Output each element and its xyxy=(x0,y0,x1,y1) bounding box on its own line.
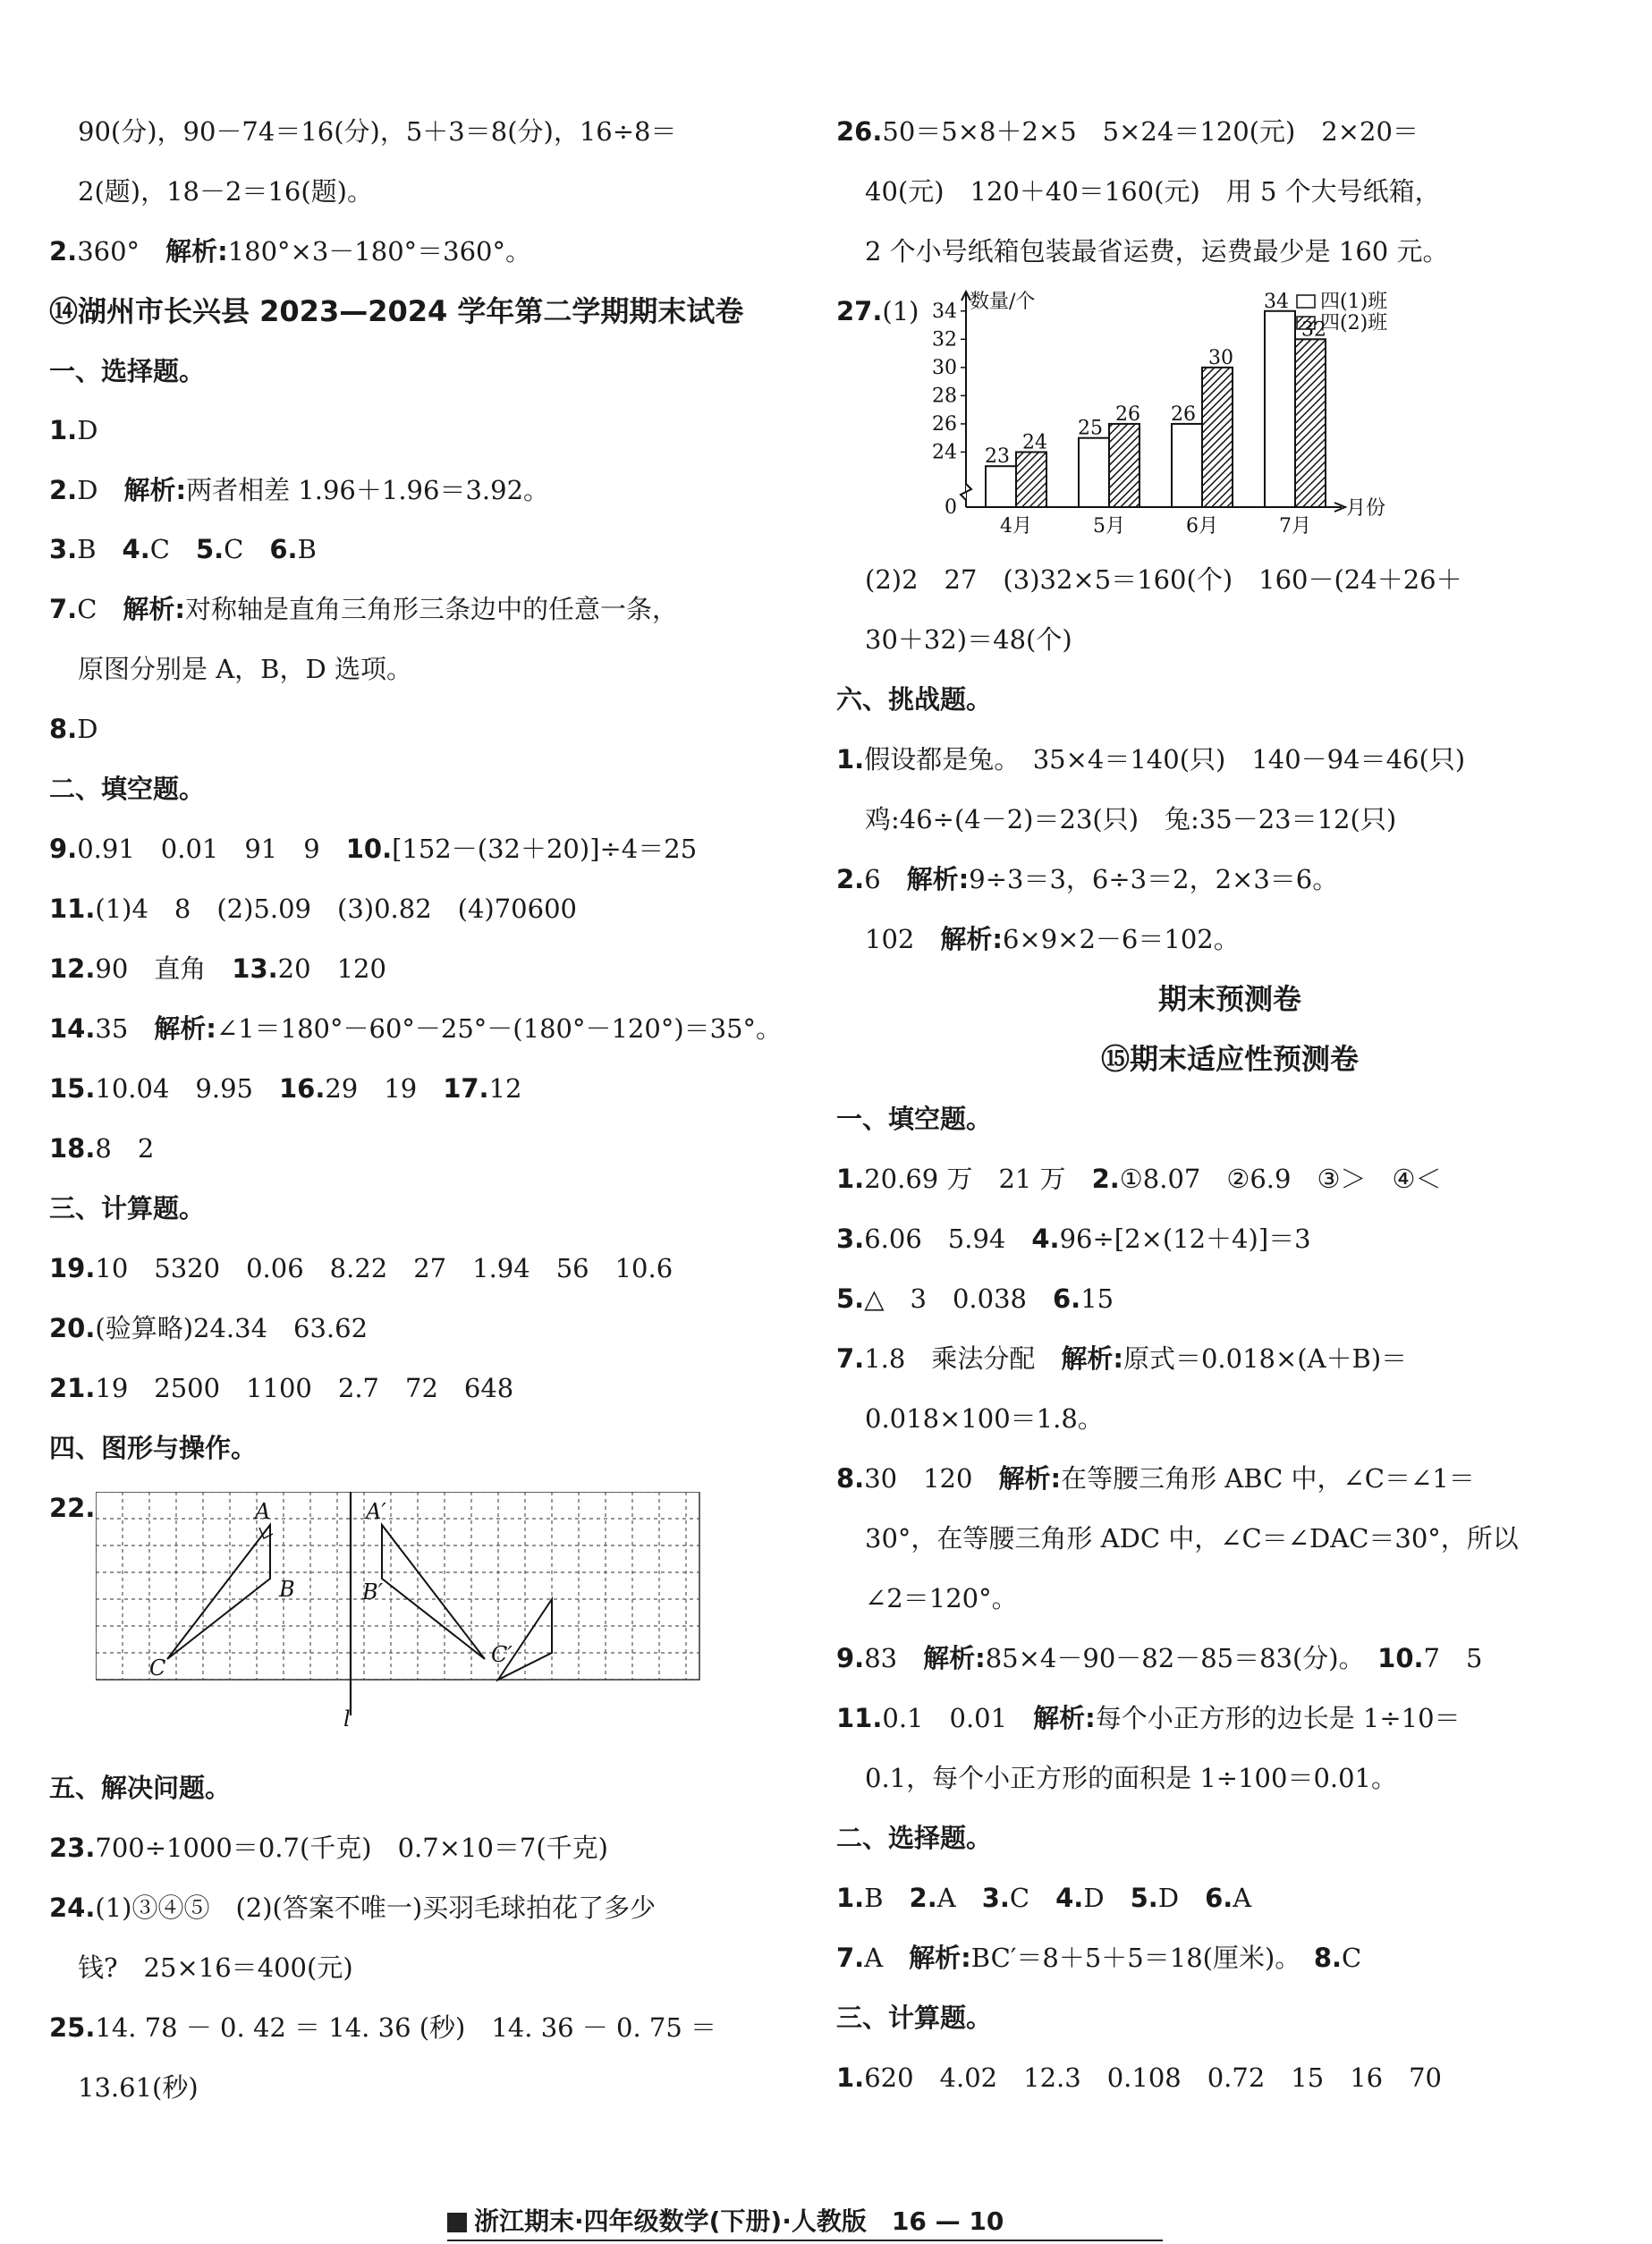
page-number: 16 — 10 xyxy=(891,2206,1004,2236)
text-line: 钱? 25×16＝400(元) xyxy=(78,1952,353,1983)
answer-c1: 1.D xyxy=(49,415,98,445)
y-tick-label: 28 xyxy=(932,385,957,408)
answer-p8: 8.30 120 解析:在等腰三角形 ABC 中，∠C＝∠1＝ xyxy=(836,1463,1475,1494)
answer-p3-4: 3.6.06 5.94 4.96÷[2×(12＋4)]＝3 xyxy=(836,1224,1311,1254)
bar-value-label: 23 xyxy=(985,445,1010,469)
label-a-prime: A′ xyxy=(366,1499,386,1524)
bar-chart xyxy=(921,288,1422,538)
legend-label: 四(2)班 xyxy=(1320,312,1388,334)
heading-calc: 三、计算题。 xyxy=(49,1193,206,1224)
text-line: 30＋32)＝48(个) xyxy=(865,624,1072,655)
answer-ch1: 1.假设都是兔。 35×4＝140(只) 140－94＝46(只) xyxy=(836,744,1466,775)
text-line: ∠2＝120°。 xyxy=(865,1583,1018,1613)
text-line: 40(元) 120＋40＝160(元) 用 5 个大号纸箱， xyxy=(865,176,1441,207)
title-15: ⑮期末适应性预测卷 xyxy=(1100,1042,1359,1076)
y-tick-label: 0 xyxy=(945,496,957,519)
bar-class2 xyxy=(1295,339,1326,507)
legend-swatch xyxy=(1297,295,1315,308)
x-axis-label: 月份 xyxy=(1346,497,1386,520)
answer-p11: 11.0.1 0.01 解析:每个小正方形的边长是 1÷10＝ xyxy=(836,1703,1461,1733)
text-line: 30°，在等腰三角形 ADC 中，∠C＝∠DAC＝30°，所以 xyxy=(865,1523,1519,1554)
footer-text: 浙江期末·四年级数学(下册)·人教版 xyxy=(474,2206,867,2236)
answer-r26: 26.50＝5×8＋2×5 5×24＝120(元) 2×20＝ xyxy=(836,116,1419,147)
bar-class2 xyxy=(1109,424,1139,507)
y-tick-label: 30 xyxy=(932,356,957,379)
label-c: C xyxy=(149,1655,166,1681)
answer-k20: 20.(验算略)24.34 63.62 xyxy=(49,1313,369,1343)
heading-calc-2: 三、计算题。 xyxy=(836,2003,993,2033)
answer-2: 2.360° 解析:180°×3－180°＝360°。 xyxy=(49,236,531,267)
text-line: 2 个小号纸箱包装最省运费，运费最少是 160 元。 xyxy=(865,236,1449,267)
y-tick-label: 24 xyxy=(932,441,957,464)
heading-choice-2: 二、选择题。 xyxy=(836,1823,993,1853)
text-line: 2(题)，18－2＝16(题)。 xyxy=(78,176,373,207)
heading-choice: 一、选择题。 xyxy=(49,356,206,386)
bar-class1 xyxy=(1265,311,1295,507)
answer-y1: 1.620 4.02 12.3 0.108 0.72 15 16 70 xyxy=(836,2062,1442,2093)
answer-p1-2: 1.20.69 万 21 万 2.①8.07 ②6.9 ③＞ ④＜ xyxy=(836,1164,1442,1194)
rotated-triangle xyxy=(498,1599,552,1680)
bar-class2 xyxy=(1016,452,1046,507)
bar-value-label: 26 xyxy=(1115,402,1140,426)
answer-r27: 27.(1) xyxy=(836,296,919,326)
answer-p5-6: 5.△ 3 0.038 6.15 xyxy=(836,1283,1114,1314)
section-14-title: ⑭湖州市长兴县 2023—2024 学年第二学期期末试卷 xyxy=(49,294,744,328)
label-b: B xyxy=(279,1577,295,1602)
heading-challenge: 六、挑战题。 xyxy=(836,684,993,715)
text-line: 90(分)，90－74＝16(分)，5＋3＝8(分)，16÷8＝ xyxy=(78,116,677,147)
text-line: 0.1，每个小正方形的面积是 1÷100＝0.01。 xyxy=(865,1763,1398,1793)
answer-k19: 19.10 5320 0.06 8.22 27 1.94 56 10.6 xyxy=(49,1253,674,1283)
answer-s23: 23.700÷1000＝0.7(千克) 0.7×10＝7(千克) xyxy=(49,1833,608,1863)
x-tick-label: 7月 xyxy=(1279,515,1311,538)
y-tick-label: 32 xyxy=(932,328,957,351)
answer-f14: 14.35 解析:∠1＝180°－60°－25°－(180°－120°)＝35°。 xyxy=(49,1013,783,1044)
heading-solve: 五、解决问题。 xyxy=(49,1773,232,1803)
bar-value-label: 26 xyxy=(1171,402,1196,426)
answer-g22-num: 22. xyxy=(49,1493,96,1523)
label-l: l xyxy=(343,1706,351,1732)
grid-border xyxy=(96,1492,699,1680)
answer-x7-8: 7.A 解析:BC′＝8＋5＋5＝18(厘米)。 8.C xyxy=(836,1943,1362,1973)
bar-value-label: 34 xyxy=(1264,290,1289,313)
label-b-prime: B′ xyxy=(362,1579,384,1605)
x-tick-label: 4月 xyxy=(1000,515,1032,538)
bar-class1 xyxy=(986,466,1016,507)
page-footer xyxy=(447,2206,1163,2241)
text-line: 原图分别是 A，B，D 选项。 xyxy=(78,654,412,684)
bar-value-label: 25 xyxy=(1078,417,1103,440)
bar-value-label: 32 xyxy=(1301,318,1326,342)
reflection-grid-figure xyxy=(96,1492,704,1733)
heading-fill-2: 一、填空题。 xyxy=(836,1104,993,1134)
title-final: 期末预测卷 xyxy=(1157,982,1301,1016)
label-c-prime: C′ xyxy=(491,1642,513,1667)
footer-mark xyxy=(447,2213,467,2232)
answer-c3-6: 3.B 4.C 5.C 6.B xyxy=(49,534,317,564)
legend-label: 四(1)班 xyxy=(1320,291,1388,313)
heading-figure: 四、图形与操作。 xyxy=(49,1433,258,1463)
text-line: 13.61(秒) xyxy=(78,2072,199,2103)
answer-f15-17: 15.10.04 9.95 16.29 19 17.12 xyxy=(49,1073,522,1104)
answer-ch2: 2.6 解析:9÷3＝3，6÷3＝2，2×3＝6。 xyxy=(836,864,1339,894)
text-line: 102 解析:6×9×2－6＝102。 xyxy=(865,924,1240,954)
bar-class1 xyxy=(1172,424,1202,507)
y-tick-label: 26 xyxy=(932,412,957,436)
answer-c2: 2.D 解析:两者相差 1.96＋1.96＝3.92。 xyxy=(49,475,550,505)
y-tick-label: 34 xyxy=(932,300,957,323)
answer-f12-13: 12.90 直角 13.20 120 xyxy=(49,953,386,984)
text-line: (2)2 27 (3)32×5＝160(个) 160－(24＋26＋ xyxy=(865,564,1462,595)
axis-break xyxy=(961,484,971,500)
text-line: 0.018×100＝1.8。 xyxy=(865,1403,1104,1434)
x-tick-label: 5月 xyxy=(1093,515,1125,538)
answer-f9-10: 9.0.91 0.01 91 9 10.[152－(32＋20)]÷4＝25 xyxy=(49,834,698,864)
answer-f18: 18.8 2 xyxy=(49,1133,155,1164)
answer-p9-10: 9.83 解析:85×4－90－82－85＝83(分)。 10.7 5 xyxy=(836,1643,1483,1673)
text-line: 鸡:46÷(4－2)＝23(只) 兔:35－23＝12(只) xyxy=(865,804,1397,834)
grid-lines xyxy=(96,1492,699,1680)
bar-class1 xyxy=(1079,438,1109,507)
answer-p7: 7.1.8 乘法分配 解析:原式＝0.018×(A＋B)＝ xyxy=(836,1343,1408,1374)
answer-x1-6: 1.B 2.A 3.C 4.D 5.D 6.A xyxy=(836,1883,1252,1913)
bar-class2 xyxy=(1202,368,1233,507)
answer-s25: 25.14. 78 － 0. 42 ＝ 14. 36 (秒) 14. 36 － 0. 75 ＝ xyxy=(49,2012,717,2043)
answer-c8: 8.D xyxy=(49,714,98,744)
answer-f11: 11.(1)4 8 (2)5.09 (3)0.82 (4)70600 xyxy=(49,893,577,924)
bar-value-label: 24 xyxy=(1022,431,1047,454)
y-axis-label: 数量/个 xyxy=(970,291,1036,313)
label-a: A xyxy=(255,1499,271,1524)
answer-c7: 7.C 解析:对称轴是直角三角形三条边中的任意一条， xyxy=(49,594,679,624)
answer-s24: 24.(1)③④⑤ (2)(答案不唯一)买羽毛球拍花了多少 xyxy=(49,1893,657,1923)
answer-k21: 21.19 2500 1100 2.7 72 648 xyxy=(49,1373,514,1403)
heading-fill: 二、填空题。 xyxy=(49,774,206,804)
bar-value-label: 30 xyxy=(1208,346,1233,369)
x-tick-label: 6月 xyxy=(1186,515,1218,538)
